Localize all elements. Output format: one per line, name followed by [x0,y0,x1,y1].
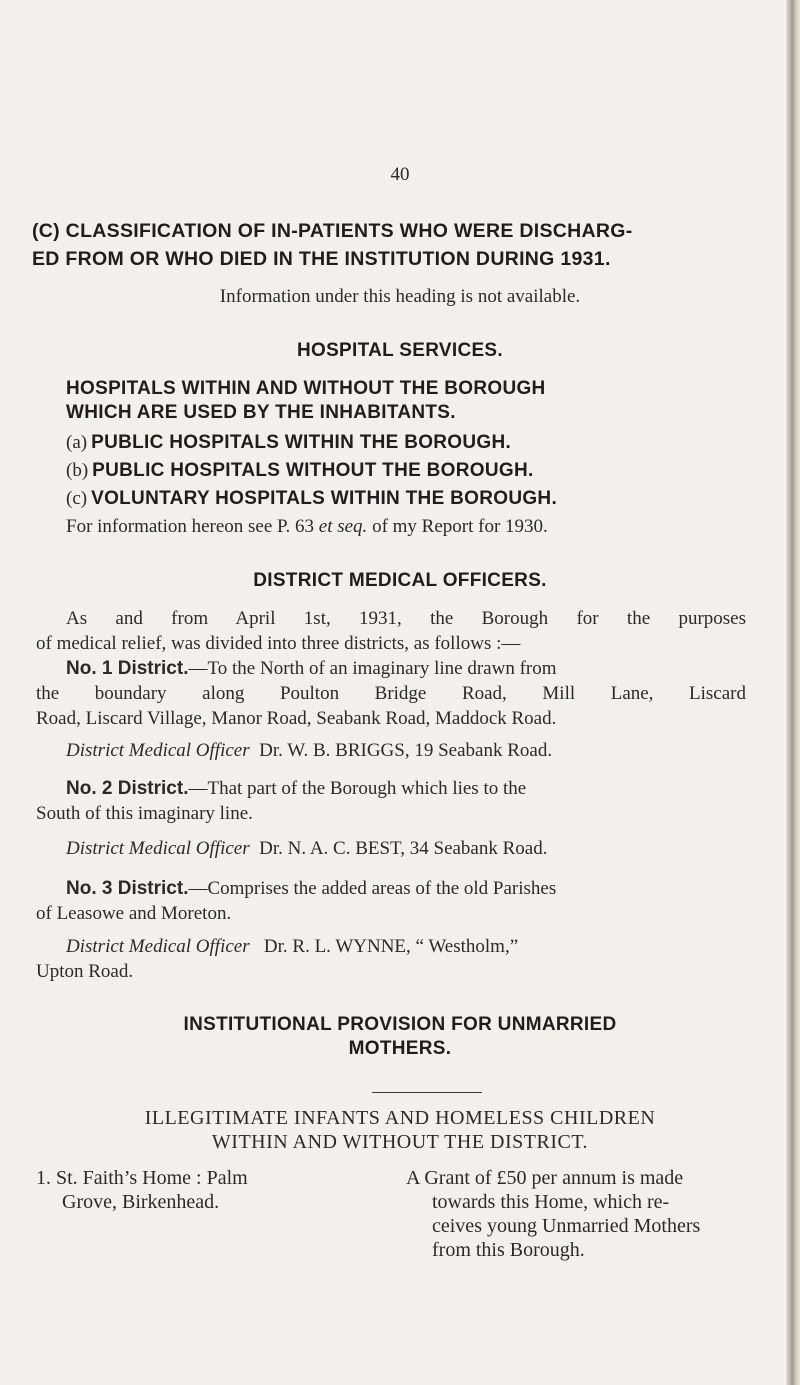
item-marker: (c) [66,488,88,509]
district1-line3: Road, Liscard Village, Manor Road, Seabank Road, Maddock Road. [36,708,557,729]
classification-heading-line1: (C) CLASSIFICATION OF IN-PATIENTS WHO WERE DISCHARG- [32,220,633,242]
section-divider [372,1092,482,1093]
item-text: VOLUNTARY HOSPITALS WITHIN THE BOROUGH. [91,488,558,509]
district3-label: No. 3 District. [66,878,189,899]
district2-line2: South of this imaginary line. [36,803,253,824]
hospital-subtitle-line2: WHICH ARE USED BY THE INHABITANTS. [66,402,456,423]
district-officers-title: DISTRICT MEDICAL OFFICERS. [253,570,547,591]
district1-officer-label: District Medical Officer [66,740,250,761]
district3-line1 [66,876,746,901]
district-intro-line1: As and from April 1st, 1931, the Borough for the purposes [66,608,746,629]
institutional-title-line1: INSTITUTIONAL PROVISION FOR UNMARRIED [183,1014,617,1035]
entry-left-line2: Grove, Birkenhead. [62,1191,220,1213]
item-marker: (a) [66,432,88,453]
hospital-subtitle-line1: HOSPITALS WITHIN AND WITHOUT THE BOROUGH [66,378,546,399]
district1-line2: the boundary along Poulton Bridge Road, Mill Lane, Liscard [36,683,746,704]
reference-post: of my Report for 1930. [367,516,548,537]
district1-officer [66,738,552,763]
district2-officer [66,836,547,861]
hospital-item-b [66,458,534,483]
district2-officer-name: Dr. N. A. C. BEST, 34 Seabank Road. [259,838,548,859]
district2-text1: —That part of the Borough which lies to the [188,778,527,799]
district3-officer [66,934,518,959]
district2-line1 [66,776,746,801]
page-number: 40 [390,164,410,185]
district3-line2: of Leasowe and Moreton. [36,903,232,924]
entry-left-line1: 1. St. Faith’s Home : Palm [36,1167,248,1189]
entry-right-line2: towards this Home, which re- [432,1191,670,1213]
illegitimate-title-line2: WITHIN AND WITHOUT THE DISTRICT. [211,1131,589,1153]
item-text: PUBLIC HOSPITALS WITHIN THE BOROUGH. [91,432,512,453]
entry-right-line3: ceives young Unmarried Mothers [432,1215,701,1237]
classification-heading-line2: ED FROM OR WHO DIED IN THE INSTITUTION DURING 1931. [32,248,611,270]
hospital-item-c [66,486,557,511]
district3-officer-line2: Upton Road. [36,961,134,982]
institutional-title-line2: MOTHERS. [348,1038,452,1059]
illegitimate-title-line1: ILLEGITIMATE INFANTS AND HOMELESS CHILDREN [144,1107,656,1129]
hospital-reference [66,514,786,539]
district3-officer-name: Dr. R. L. WYNNE, “ Westholm,” [263,936,519,957]
entry-right-line1: A Grant of £50 per annum is made [406,1167,684,1189]
district2-officer-label: District Medical Officer [66,838,250,859]
page-edge-shadow [786,0,800,1385]
item-marker: (b) [66,460,89,481]
classification-note: Information under this heading is not available. [219,286,581,307]
district1-line1 [66,656,746,681]
district3-text1: —Comprises the added areas of the old Parishes [188,878,557,899]
hospital-item-a [66,430,511,455]
item-text: PUBLIC HOSPITALS WITHOUT THE BOROUGH. [92,460,534,481]
reference-pre: For information hereon see P. 63 [66,516,319,537]
district-intro-line2: of medical relief, was divided into three districts, as follows :— [36,633,521,654]
district3-officer-label: District Medical Officer [66,936,250,957]
entry-right-line4: from this Borough. [432,1239,585,1261]
district2-label: No. 2 District. [66,778,189,799]
reference-italic: et seq. [318,516,368,537]
hospital-services-title: HOSPITAL SERVICES. [296,340,503,361]
district1-text1: —To the North of an imaginary line drawn from [188,658,557,679]
district1-label: No. 1 District. [66,658,189,679]
district1-officer-name: Dr. W. B. BRIGGS, 19 Seabank Road. [259,740,553,761]
